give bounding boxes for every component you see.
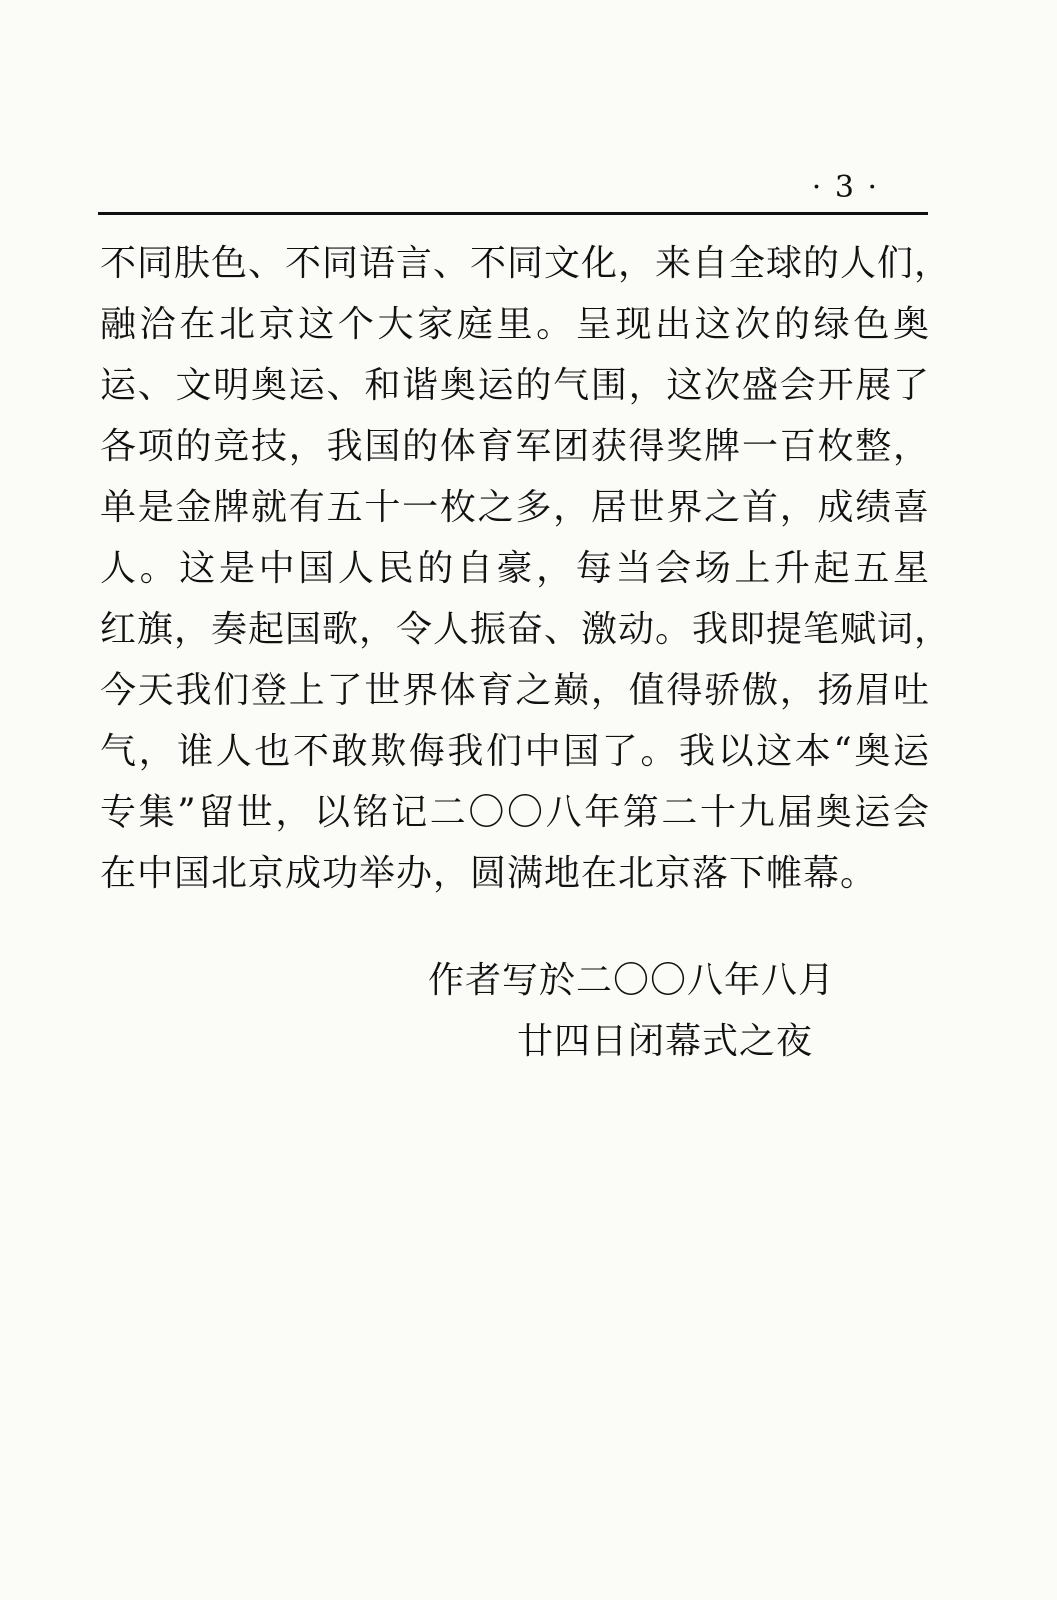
text-line: 今天我们登上了世界体育之巅，值得骄傲，扬眉吐: [100, 670, 930, 711]
author-signature: [405, 950, 835, 1072]
page-number: · 3 ·: [811, 170, 879, 205]
text-line: 在中国北京成功举办，圆满地在北京落下帷幕。: [100, 853, 878, 894]
signature-date-line: 作者写於二〇〇八年八月: [427, 960, 835, 1001]
text-line: 专集”留世，以铭记二〇〇八年第二十九届奥运会: [100, 792, 930, 833]
body-paragraph: [100, 233, 952, 904]
text-line: 人。这是中国人民的自豪，每当会场上升起五星: [100, 548, 930, 589]
text-line: 气，谁人也不敢欺侮我们中国了。我以这本“奥运: [100, 731, 930, 772]
signature-occasion-line: 廿四日闭幕式之夜: [516, 1021, 813, 1062]
text-line: 各项的竞技，我国的体育军团获得奖牌一百枚整，: [100, 426, 930, 467]
text-line: 不同肤色、不同语言、不同文化，来自全球的人们，: [100, 243, 952, 284]
text-line: 单是金牌就有五十一枚之多，居世界之首，成绩喜: [100, 487, 930, 528]
text-line: 融洽在北京这个大家庭里。呈现出这次的绿色奥: [100, 304, 930, 345]
text-line: 运、文明奥运、和谐奥运的气围，这次盛会开展了: [100, 365, 930, 406]
header-rule: [98, 212, 928, 215]
text-line: 红旗，奏起国歌，令人振奋、激动。我即提笔赋词，: [100, 609, 952, 650]
